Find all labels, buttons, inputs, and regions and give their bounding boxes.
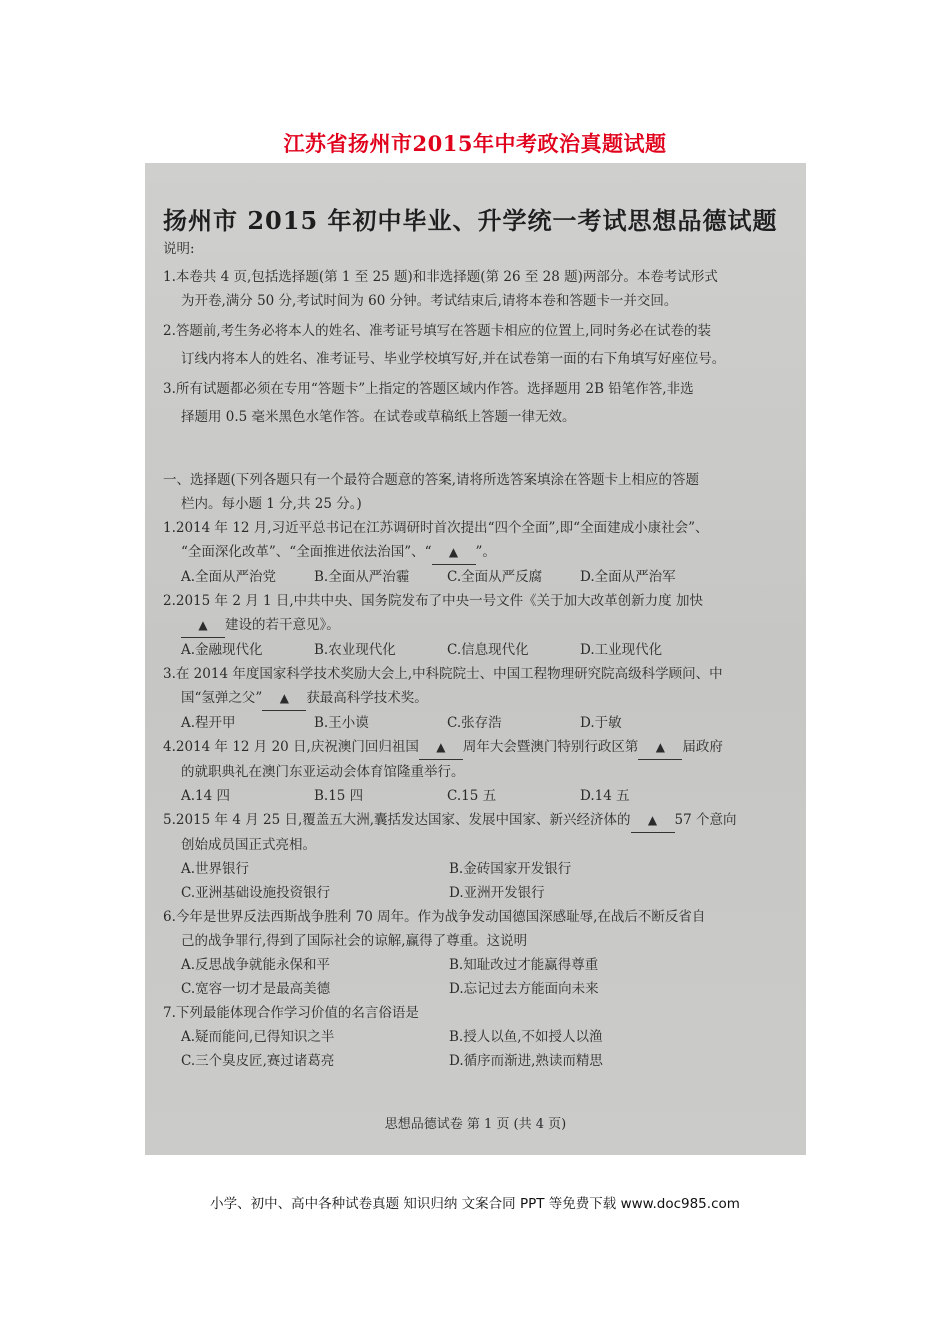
option: C.15 五 <box>447 788 497 804</box>
note-line: 为开卷,满分 50 分,考试时间为 60 分钟。考试结束后,请将本卷和答题卡一并交回。 <box>181 293 678 309</box>
question-3-cont <box>163 686 788 711</box>
question-7: 7.下列最能体现合作学习价值的名言俗语是 <box>163 1005 419 1021</box>
triangle-icon: ▲ <box>279 691 289 705</box>
option: B.知耻改过才能赢得尊重 <box>449 957 599 973</box>
question-text: 届政府 <box>682 739 723 755</box>
answer-blank <box>432 540 476 565</box>
triangle-icon: ▲ <box>436 740 446 754</box>
question-5 <box>163 808 788 833</box>
note-line: 订线内将本人的姓名、准考证号、毕业学校填写好,并在试卷第一面的右下角填写好座位号。 <box>181 351 726 367</box>
question-3: 3.在 2014 年度国家科学技术奖励大会上,中科院院士、中国工程物理研究院高级科学顾问、中 <box>163 666 723 682</box>
answer-blank <box>638 735 682 760</box>
option: C.全面从严反腐 <box>447 569 543 585</box>
question-text: 国“氢弹之父” <box>181 690 263 706</box>
option: D.忘记过去方能面向未来 <box>449 981 599 997</box>
question-text: 4.2014 年 12 月 20 日,庆祝澳门回归祖国 <box>163 739 419 755</box>
question-section <box>163 468 788 1073</box>
answer-blank <box>419 735 463 760</box>
answer-blank <box>181 613 225 638</box>
question-text: 周年大会暨澳门特别行政区第 <box>462 739 639 755</box>
option: A.反思战争就能永保和平 <box>181 957 331 973</box>
note-line: 3.所有试题都必须在专用“答题卡”上指定的答题区域内作答。选择题用 2B 铅笔作答,非选 <box>163 381 694 397</box>
option: C.三个臭皮匠,赛过诸葛亮 <box>181 1053 335 1069</box>
options-row <box>163 784 788 808</box>
question-text: 获最高科学技术奖。 <box>306 690 428 706</box>
note-line: 2.答题前,考生务必将本人的姓名、准考证号填写在答题卡相应的位置上,同时务必在试卷的装 <box>163 323 711 339</box>
question-6-cont: 己的战争罪行,得到了国际社会的谅解,赢得了尊重。这说明 <box>181 933 528 949</box>
option: A.全面从严治党 <box>181 569 277 585</box>
option: B.农业现代化 <box>314 642 396 658</box>
option: B.全面从严治霾 <box>314 569 410 585</box>
question-text: “全面深化改革”、“全面推进依法治国”、“ <box>181 544 432 560</box>
document-title: 江苏省扬州市2015年中考政治真题试题 <box>283 131 667 156</box>
triangle-icon: ▲ <box>448 545 459 559</box>
options-row <box>163 857 788 881</box>
options-row <box>163 711 788 735</box>
notes-label: 说明: <box>163 241 195 257</box>
option: A.程开甲 <box>181 715 236 731</box>
option: C.亚洲基础设施投资银行 <box>181 885 331 901</box>
exam-heading: 扬州市 2015 年初中毕业、升学统一考试思想品德试题 <box>163 206 778 235</box>
section-heading-cont: 栏内。每小题 1 分,共 25 分。) <box>181 496 362 512</box>
option: A.世界银行 <box>181 861 250 877</box>
triangle-icon: ▲ <box>198 618 208 632</box>
option: B.金砖国家开发银行 <box>449 861 572 877</box>
note-line: 择题用 0.5 毫米黑色水笔作答。在试卷或草稿纸上答题一律无效。 <box>181 409 576 425</box>
option: D.14 五 <box>580 788 630 804</box>
options-row <box>163 977 788 1001</box>
question-4 <box>163 735 788 760</box>
question-2-cont <box>163 613 788 638</box>
option: D.于敏 <box>580 715 622 731</box>
question-text: ”。 <box>475 544 496 560</box>
note-line: 1.本卷共 4 页,包括选择题(第 1 至 25 题)和非选择题(第 26 至 28 题)两部分。本卷考试形式 <box>163 269 718 285</box>
scanned-exam-page <box>145 163 806 1155</box>
option: C.信息现代化 <box>447 642 529 658</box>
triangle-icon: ▲ <box>647 813 658 827</box>
options-row <box>163 953 788 977</box>
options-row <box>163 638 788 662</box>
option: C.宽容一切才是最高美德 <box>181 981 331 997</box>
option: D.工业现代化 <box>580 642 663 658</box>
section-heading: 一、选择题(下列各题只有一个最符合题意的答案,请将所选答案填涂在答题卡上相应的答题 <box>163 472 700 488</box>
site-footer: 小学、初中、高中各种试卷真题 知识归纳 文案合同 PPT 等免费下载 www.doc985.com <box>210 1196 740 1212</box>
question-1-cont <box>163 540 788 565</box>
question-text: 5.2015 年 4 月 25 日,覆盖五大洲,囊括发达国家、发展中国家、新兴经济体的 <box>163 812 631 828</box>
option: A.14 四 <box>181 788 231 804</box>
option: A.金融现代化 <box>181 642 263 658</box>
question-4-cont: 的就职典礼在澳门东亚运动会体育馆隆重举行。 <box>181 764 465 780</box>
option: C.张存浩 <box>447 715 502 731</box>
triangle-icon: ▲ <box>655 740 665 754</box>
answer-blank <box>631 808 675 833</box>
options-row <box>163 881 788 905</box>
question-5-cont: 创始成员国正式亮相。 <box>181 837 316 853</box>
option: B.授人以鱼,不如授人以渔 <box>449 1029 603 1045</box>
question-2: 2.2015 年 2 月 1 日,中共中央、国务院发布了中央一号文件《关于加大改革创新力度 加快 <box>163 593 703 609</box>
options-row <box>163 1049 788 1073</box>
question-text: 57 个意向 <box>674 812 737 828</box>
answer-blank <box>262 686 306 711</box>
option: B.王小谟 <box>314 715 369 731</box>
options-row <box>163 1025 788 1049</box>
question-text: 建设的若干意见》。 <box>225 617 340 633</box>
option: D.亚洲开发银行 <box>449 885 545 901</box>
instructions <box>163 237 788 429</box>
option: D.全面从严治军 <box>580 569 676 585</box>
options-row <box>163 565 788 589</box>
question-1: 1.2014 年 12 月,习近平总书记在江苏调研时首次提出“四个全面”,即“全面建成小康社会”、 <box>163 520 709 536</box>
page-number-footer: 思想品德试卷 第 1 页 (共 4 页) <box>384 1117 567 1132</box>
question-6: 6.今年是世界反法西斯战争胜利 70 周年。作为战争发动国德国深感耻辱,在战后不断反省自 <box>163 909 706 925</box>
option: A.疑而能问,已得知识之半 <box>181 1029 335 1045</box>
option: B.15 四 <box>314 788 364 804</box>
option: D.循序而渐进,熟读而精思 <box>449 1053 603 1069</box>
